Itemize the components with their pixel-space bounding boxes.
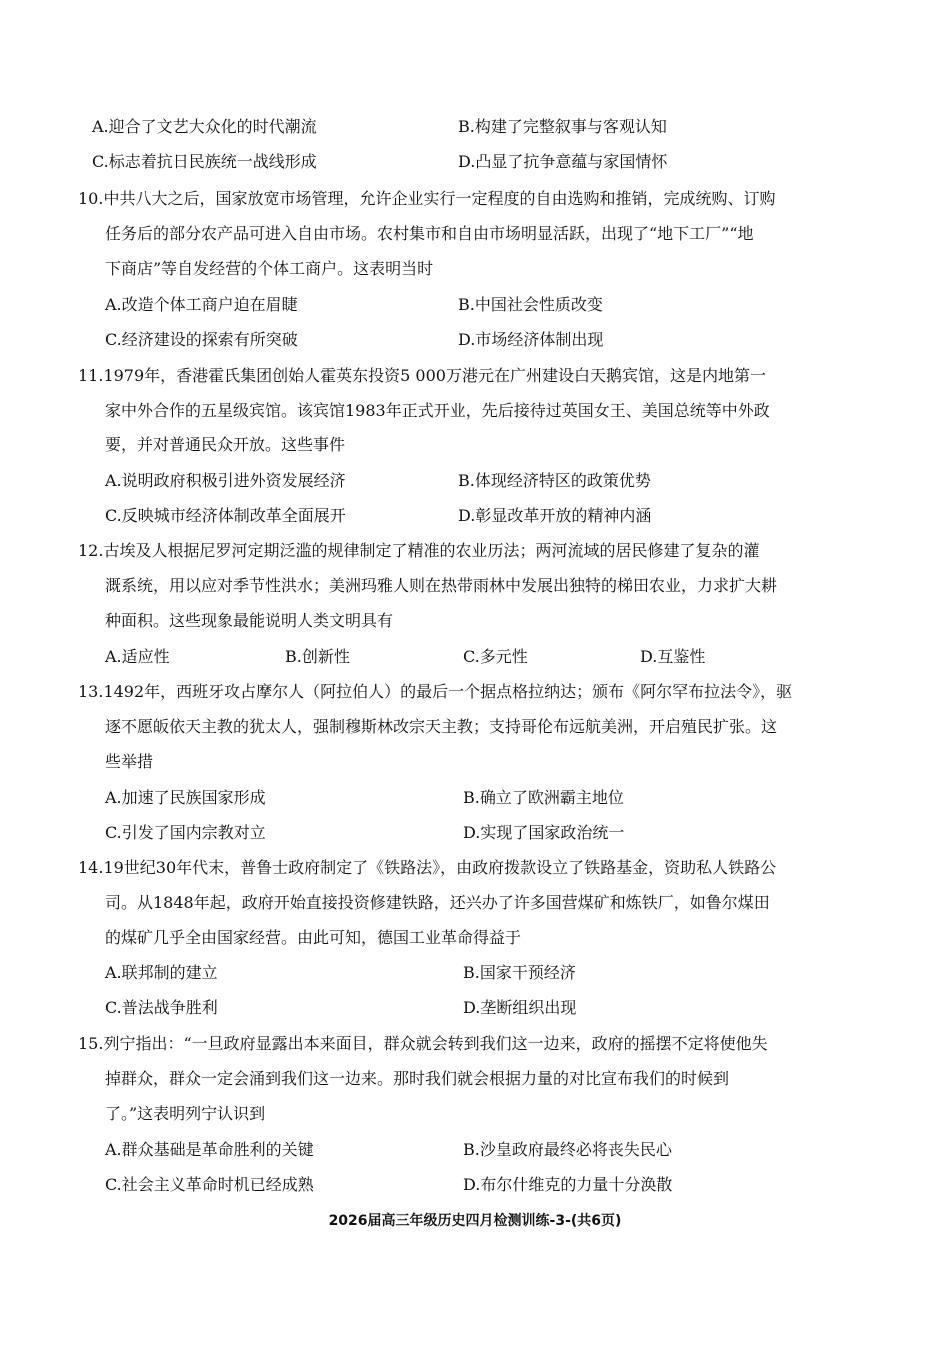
q9-option-b: B.构建了完整叙事与客观认知 <box>458 117 667 136</box>
q14-option-b: B.国家干预经济 <box>463 963 576 982</box>
q12-stem-line-1: 12.古埃及人根据尼罗河定期泛滥的规律制定了精准的农业历法；两河流域的居民修建了复杂的灌 <box>78 541 760 560</box>
q15-option-c: C.社会主义革命时机已经成熟 <box>105 1175 314 1194</box>
q11-option-d: D.彰显改革开放的精神内涵 <box>458 506 652 525</box>
page-footer: 2026届高三年级历史四月检测训练-3-(共6页) <box>328 1213 622 1229</box>
q12-stem-line-3: 种面积。这些现象最能说明人类文明具有 <box>105 611 394 630</box>
q11-option-c: C.反映城市经济体制改革全面展开 <box>105 506 346 525</box>
q14-option-c: C.普法战争胜利 <box>105 998 218 1017</box>
q12-stem-line-2: 溉系统，用以应对季节性洪水；美洲玛雅人则在热带雨林中发展出独特的梯田农业，力求扩大耕 <box>105 576 778 595</box>
q10-option-a: A.改造个体工商户迫在眉睫 <box>105 295 298 314</box>
q14-option-d: D.垄断组织出现 <box>463 998 577 1017</box>
q11-option-a: A.说明政府积极引进外资发展经济 <box>105 471 346 490</box>
q15-stem-line-1: 15.列宁指出：“一旦政府显露出本来面目，群众就会转到我们这一边来，政府的摇摆不定将使他失 <box>78 1034 768 1053</box>
q13-option-c: C.引发了国内宗教对立 <box>105 823 266 842</box>
q12-option-b: B.创新性 <box>285 647 350 666</box>
q12-option-a: A.适应性 <box>105 647 170 666</box>
q13-stem-line-2: 逐不愿皈依天主教的犹太人，强制穆斯林改宗天主教；支持哥伦布远航美洲，开启殖民扩张。这 <box>105 717 778 736</box>
q12-option-c: C.多元性 <box>463 647 528 666</box>
q10-stem-line-2: 任务后的部分农产品可进入自由市场。农村集市和自由市场明显活跃，出现了“地下工厂”“地 <box>105 224 754 243</box>
q15-option-b: B.沙皇政府最终必将丧失民心 <box>463 1140 672 1159</box>
q13-stem-line-3: 些举措 <box>105 752 154 771</box>
q13-option-d: D.实现了国家政治统一 <box>463 823 625 842</box>
q14-option-a: A.联邦制的建立 <box>105 963 218 982</box>
q10-stem-line-1: 10.中共八大之后，国家放宽市场管理，允许企业实行一定程度的自由选购和推销，完成统购、订购 <box>78 189 776 208</box>
q14-stem-line-2: 司。从1848年起，政府开始直接投资修建铁路，还兴办了许多国营煤矿和炼铁厂，如鲁尔煤田 <box>105 893 770 912</box>
q11-option-b: B.体现经济特区的政策优势 <box>458 471 651 490</box>
q14-stem-line-3: 的煤矿几乎全由国家经营。由此可知，德国工业革命得益于 <box>105 928 522 947</box>
q9-option-c: C.标志着抗日民族统一战线形成 <box>92 152 317 171</box>
q13-option-b: B.确立了欧洲霸主地位 <box>463 788 624 807</box>
q15-option-a: A.群众基础是革命胜利的关键 <box>105 1140 314 1159</box>
q12-option-d: D.互鉴性 <box>640 647 706 666</box>
q11-stem-line-2: 家中外合作的五星级宾馆。该宾馆1983年正式开业，先后接待过英国女王、美国总统等中外政 <box>105 401 770 420</box>
q13-option-a: A.加速了民族国家形成 <box>105 788 266 807</box>
q10-option-c: C.经济建设的探索有所突破 <box>105 330 298 349</box>
q14-stem-line-1: 14.19世纪30年代末，普鲁士政府制定了《铁路法》，由政府拨款设立了铁路基金，资助私人铁路公 <box>78 858 777 877</box>
q9-option-d: D.凸显了抗争意蕴与家国情怀 <box>458 152 668 171</box>
q13-stem-line-1: 13.1492年，西班牙攻占摩尔人（阿拉伯人）的最后一个据点格拉纳达；颁布《阿尔罕布拉法令》，驱 <box>78 682 793 701</box>
q9-option-a: A.迎合了文艺大众化的时代潮流 <box>92 117 317 136</box>
q15-stem-line-3: 了。”这表明列宁认识到 <box>105 1104 266 1123</box>
q10-stem-line-3: 下商店”等自发经营的个体工商户。这表明当时 <box>105 259 434 278</box>
q15-stem-line-2: 掉群众，群众一定会涌到我们这一边来。那时我们就会根据力量的对比宣布我们的时候到 <box>105 1069 730 1088</box>
q11-stem-line-3: 要，并对普通民众开放。这些事件 <box>105 435 346 454</box>
q10-option-d: D.市场经济体制出现 <box>458 330 604 349</box>
q15-option-d: D.布尔什维克的力量十分涣散 <box>463 1175 673 1194</box>
q10-option-b: B.中国社会性质改变 <box>458 295 603 314</box>
q11-stem-line-1: 11.1979年，香港霍氏集团创始人霍英东投资5 000万港元在广州建设白天鹅宾馆，这是内地第一 <box>78 366 766 385</box>
